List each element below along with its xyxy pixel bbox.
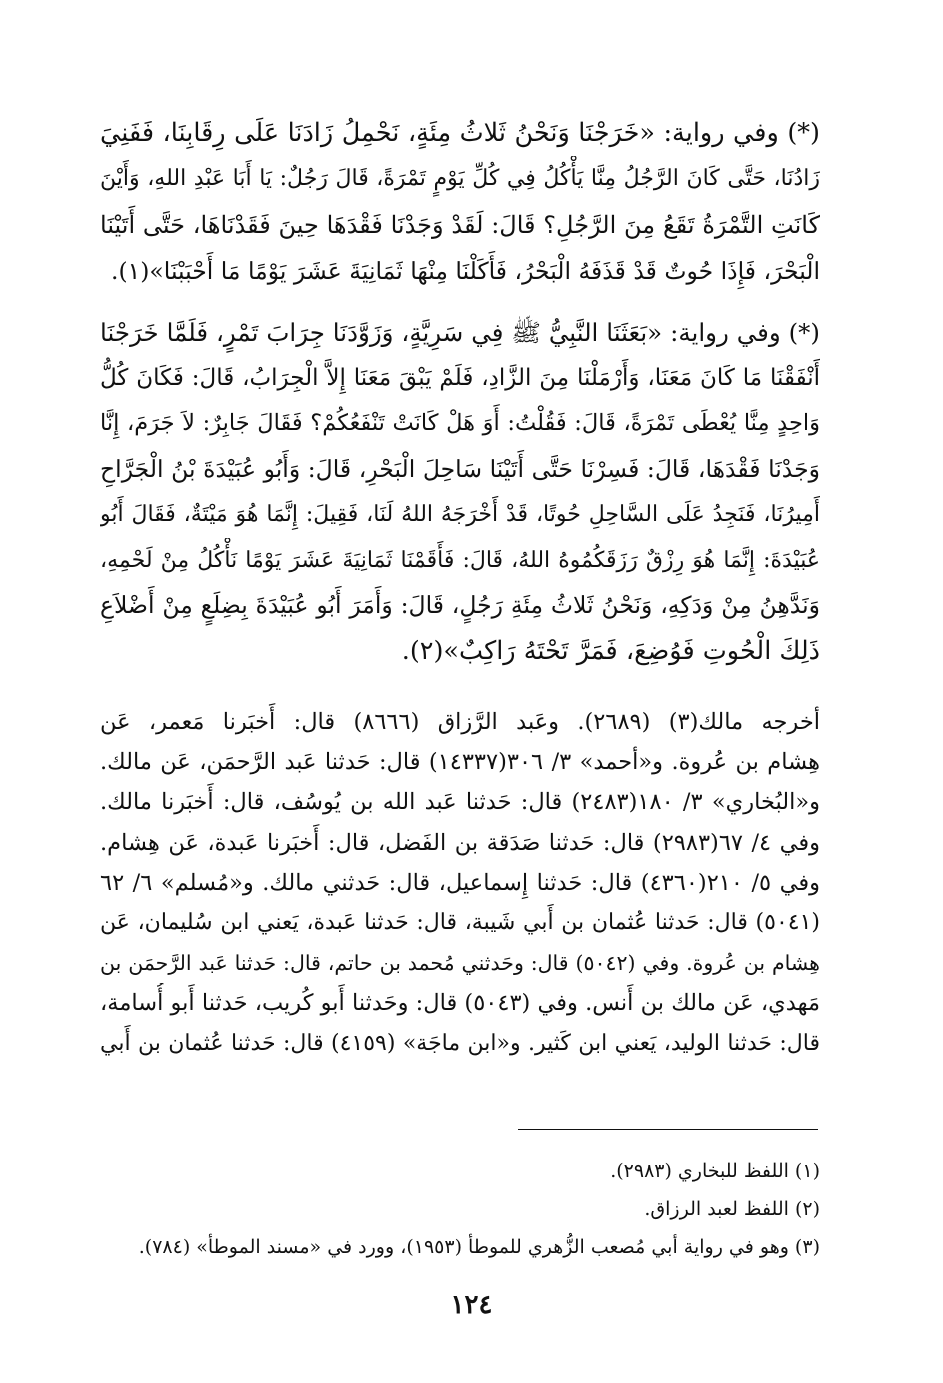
- footnotes: [100, 1152, 820, 1266]
- text-line: كَانَتِ التَّمْرَةُ تَقَعُ مِنَ الرَّجُلِ؟ قَالَ: لَقَدْ وَجَدْنَا فَقْدَهَا حِينَ فَقَدْنَاهَا، حَتَّى أَتَيْنَا: [100, 211, 820, 239]
- text-line: وفي ٤/ ٦٧(٢٩٨٣) قال: حَدثنا صَدَقة بن الفَضل، قال: أَخبَرنا عَبدة، عَن هِشام.: [100, 829, 820, 856]
- text-line: وَجَدْنَا فَقْدَهَا، قَالَ: فَسِرْنَا حَتَّى أَتَيْنَا سَاحِلَ الْبَحْرِ، قَالَ: وَأَبُو عُبَيْدَةَ بْنُ الْجَرَّاحِ: [100, 454, 820, 483]
- page-number: ١٢٤: [450, 1290, 493, 1320]
- text-line: زَادُنَا، حَتَّى كَانَ الرَّجُلُ مِنَّا يَأْكُلُ فِي كُلِّ يَوْمٍ تَمْرَةً، قَالَ رَجُلٌ: يَا أَبَا عَبْدِ اللهِ، وَأَيْنَ: [100, 166, 820, 191]
- footnote-1: (١) اللفظ للبخاري (٢٩٨٣).: [610, 1160, 820, 1182]
- text-line: عُبَيْدَةَ: إِنَّمَا هُوَ رِزْقٌ رَزَقَكُمُوهُ اللهُ، قَالَ: فَأَقَمْنَا ثَمَانِيَةَ عَشَرَ يَوْمًا نَأْكُلُ مِنْ لَحْمِهِ،: [100, 547, 820, 573]
- text-line: هِشام بن عُروة. و«أحمد» ٣/ ٣٠٦(١٤٣٣٧) قال: حَدثنا عَبد الرَّحمَن، عَن مالك.: [100, 749, 820, 776]
- text-line: (*) وفي رواية: «خَرَجْنَا وَنَحْنُ ثَلاثُ مِئَةٍ، نَحْمِلُ زَادَنَا عَلَى رِقَابِنَا، فَفَنِيَ: [100, 118, 820, 148]
- footnote-3: (٣) وهو في رواية أبي مُصعب الزُّهري للموطأ (١٩٥٣)، وورد في «مسند الموطأ» (٧٨٤).: [138, 1236, 820, 1258]
- hadith-paragraph-2: [100, 310, 820, 674]
- text-line: وَنَدَّهِنُ مِنْ وَدَكِهِ، وَنَحْنُ ثَلاثُ مِئَةِ رَجُلٍ، قَالَ: وَأَمَرَ أَبُو عُبَيْدَةَ بِضِلَعٍ مِنْ أَضْلاَعِ: [100, 591, 820, 619]
- text-line: (*) وفي رواية: «بَعَثَنَا النَّبِيُّ ﷺ فِي سَرِيَّةٍ، وَزَوَّدَنَا جِرَابَ تَمْرٍ، فَلَمَّا خَرَجْنَا: [100, 318, 820, 347]
- footnote-2: (٢) اللفظ لعبد الرزاق.: [644, 1198, 820, 1220]
- hadith-paragraph-1: [100, 110, 820, 294]
- text-line: و«البُخاري» ٣/ ١٨٠(٢٤٨٣) قال: حَدثنا عَبد الله بن يُوسُف، قال: أَخبَرنا مالك.: [100, 789, 820, 816]
- text-line: (٥٠٤١) قال: حَدثنا عُثمان بن أَبي شَيبة، قال: حَدثنا عَبدة، يَعني ابن سُليمان، عَن: [100, 910, 820, 936]
- text-line: أَمِيرُنَا، فَنَجِدُ عَلَى السَّاحِلِ حُوتًا، قَدْ أَخْرَجَهُ اللهُ لَنَا، فَقِيلَ: إِنَّمَا هُوَ مَيْتَةٌ، فَقَالَ أَبُو: [100, 502, 820, 527]
- takhrij-paragraph: [100, 702, 820, 1064]
- text-line: ذَلِكَ الْحُوتِ فَوُضِعَ، فَمَرَّ تَحْتَهُ رَاكِبٌ»(٢).: [401, 635, 820, 666]
- text-line: وفي ٥/ ٢١٠(٤٣٦٠) قال: حَدثنا إِسماعيل، قال: حَدثني مالك. و«مُسلم» ٦/ ٦٢: [100, 869, 820, 896]
- footnote-separator: [518, 1129, 818, 1130]
- text-line: مَهدي، عَن مالك بن أَنس. وفي (٥٠٤٣) قال: وحَدثنا أَبو كُريب، حَدثنا أَبو أُسامة،: [100, 990, 820, 1017]
- text-line: هِشام بن عُروة. وفي (٥٠٤٢) قال: وحَدثني مُحمد بن حاتم، قال: حَدثنا عَبد الرَّحمَن بن: [100, 951, 820, 976]
- text-line: أخرجه مالك(٣) (٢٦٨٩). وعَبد الرَّزاق (٨٦٦٦) قال: أَخبَرنا مَعمر، عَن: [100, 709, 820, 735]
- text-line: أَنْفَقْنَا مَا كَانَ مَعَنَا، وَأَرْمَلْنَا مِنَ الزَّادِ، فَلَمْ يَبْقَ مَعَنَا إِلاَّ الْجِرَابُ، قَالَ: فَكَانَ كُلُّ: [100, 364, 820, 391]
- text-line: وَاحِدٍ مِنَّا يُعْطَى تَمْرَةً، قَالَ: فَقُلْتُ: أَوَ هَلْ كَانَتْ تَنْفَعُكُمْ؟ فَقَالَ جَابِرٌ: لاَ جَرَمَ، إِنَّا: [100, 410, 820, 436]
- text-line: قال: حَدثنا الوليد، يَعني ابن كَثير. و«ابن ماجَة» (٤١٥٩) قال: حَدثنا عُثمان بن أَبي: [100, 1030, 820, 1056]
- text-line: الْبَحْرَ، فَإِذَا حُوتٌ قَدْ قَذَفَهُ الْبَحْرُ، فَأَكَلْنَا مِنْهَا ثَمَانِيَةَ عَشَرَ يَوْمًا مَا أَحْبَبْنَا»(١).: [110, 257, 820, 285]
